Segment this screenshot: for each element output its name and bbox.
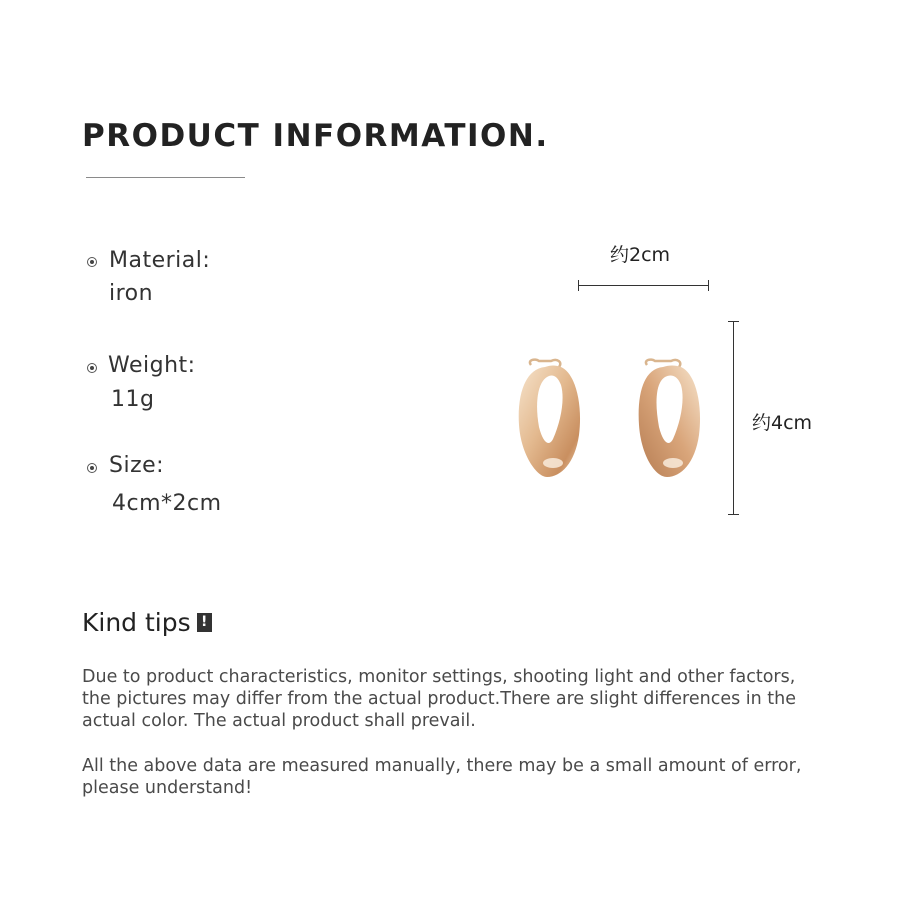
height-dimension-tick-top: [728, 321, 739, 322]
height-dimension-line: [733, 321, 734, 514]
width-dimension-line: [578, 285, 708, 286]
width-dimension-label: 约2cm: [610, 244, 671, 266]
kind-tips-title: Kind tips: [82, 608, 191, 637]
height-dimension-label: 约4cm: [752, 412, 813, 434]
earrings-image: [505, 355, 720, 485]
exclamation-icon: !: [197, 613, 212, 632]
bullet-icon: [87, 463, 97, 473]
height-dimension-tick-bottom: [728, 514, 739, 515]
spec-weight-label: Weight:: [108, 353, 196, 378]
left-earring: [519, 360, 580, 477]
tips-paragraph-2: All the above data are measured manually, there may be a small amount of error, please understand!: [82, 756, 802, 798]
spec-weight-value: 11g: [111, 387, 155, 412]
bullet-icon: [87, 257, 97, 267]
tips-paragraph-1: Due to product characteristics, monitor settings, shooting light and other factors, the pictures may differ from the actual product.There are slight differences in the actual color. The actual product shall prevail.: [82, 667, 796, 731]
width-dimension-tick-left: [578, 280, 579, 291]
spec-size-label: Size:: [109, 453, 165, 478]
kind-tips-heading: [82, 608, 212, 637]
bullet-icon: [87, 363, 97, 373]
width-dimension-tick-right: [708, 280, 709, 291]
spec-material-value: iron: [109, 281, 154, 306]
spec-material-label: Material:: [109, 248, 211, 273]
page-title: PRODUCT INFORMATION.: [82, 118, 549, 154]
right-earring: [639, 360, 700, 477]
spec-size-value: 4cm*2cm: [112, 491, 222, 516]
title-underline: [86, 177, 245, 178]
